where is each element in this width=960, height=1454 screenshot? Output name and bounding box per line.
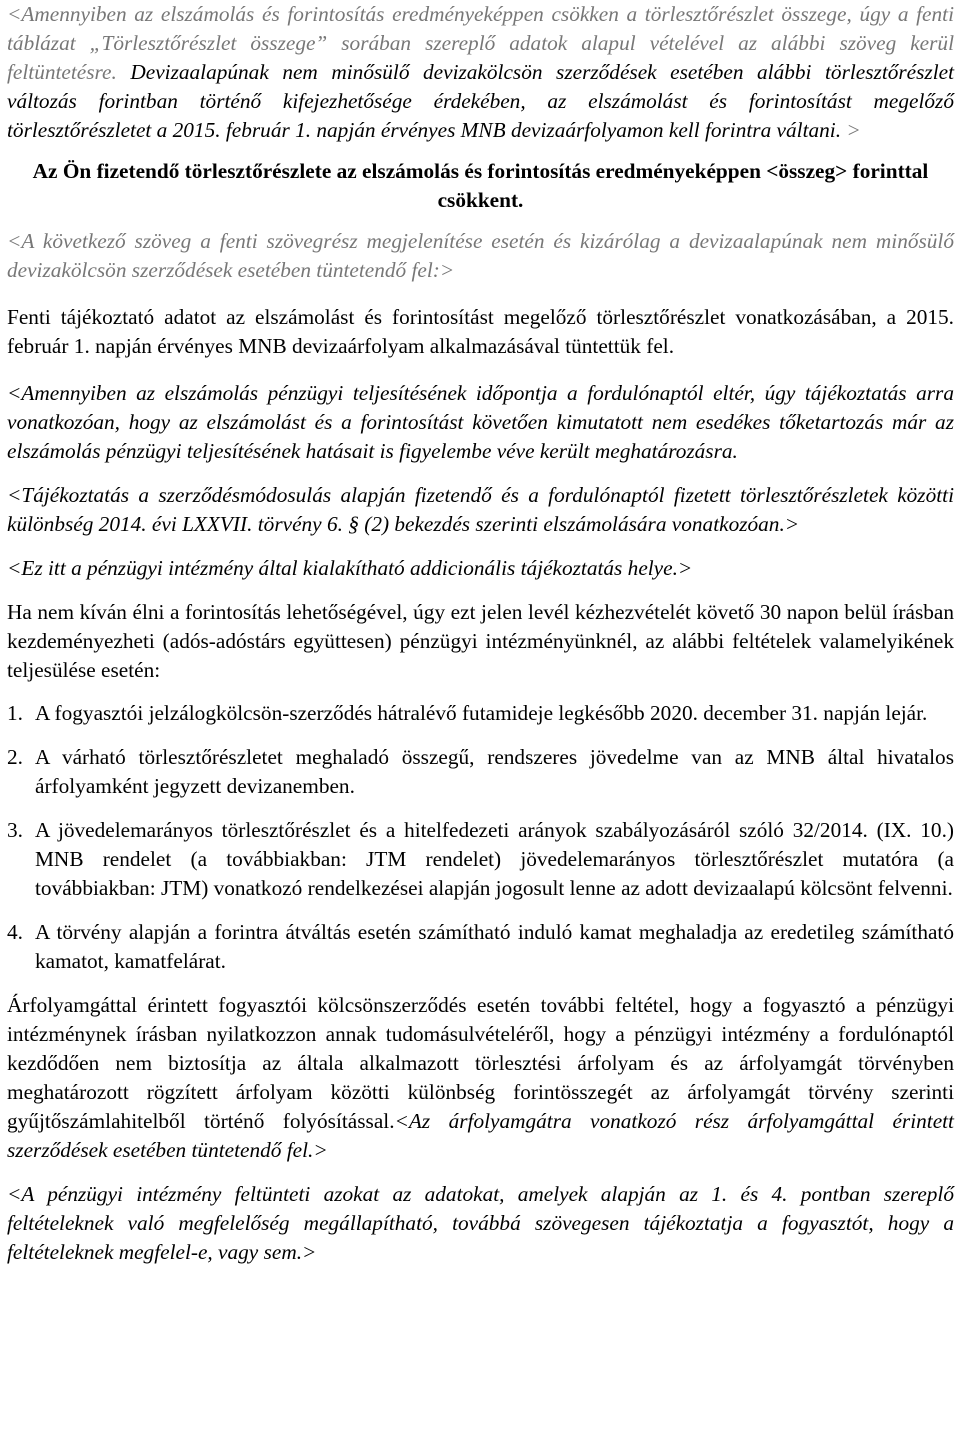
list-item [7, 743, 954, 801]
additional-info-note: <Ez itt a pénzügyi intézmény által kialakítható addicionális tájékoztatás helye.> [7, 556, 693, 580]
list-item [7, 918, 954, 976]
conditions-list [7, 699, 954, 976]
list-item-number: 1. [7, 701, 23, 725]
exchange-barrier-note: <Az árfolyamgátra vonatkozó rész árfolyamgáttal érintett szerződések esetében tüntetendő fel.> [7, 1109, 954, 1162]
list-item [7, 699, 954, 728]
template-note-end: > [841, 118, 861, 142]
list-item-text: A várható törlesztőrészletet meghaladó összegű, rendszeres jövedelme van az MNB által hivatalos árfolyamként jegyzett devizanemben. [35, 745, 954, 798]
template-instruction: <A következő szöveg a fenti szövegrész megjelenítése esetén és kizárólag a devizaalapúnak nem minősülő devizakölcsön szerződések esetében tüntetendő fel:> [7, 229, 954, 282]
list-item-text: A fogyasztói jelzálogkölcsön-szerződés hátralévő futamideje legkésőbb 2020. december 31. napján lejár. [35, 701, 928, 725]
exchange-rate-paragraph: Fenti tájékoztató adatot az elszámolást és forintosítást megelőző törlesztőrészlet vonatkozásában, a 2015. február 1. napján érvényes MNB devizaárfolyam alkalmazásával tüntettük fel. [7, 305, 954, 358]
intro-paragraph [7, 0, 954, 145]
list-item-number: 2. [7, 745, 23, 769]
list-item-text: A törvény alapján a forintra átváltás esetén számítható induló kamat meghaladja az eredetileg számítható kamatot, kamatfelárat. [35, 920, 954, 973]
list-item-number: 4. [7, 920, 23, 944]
eligibility-note: <A pénzügyi intézmény feltünteti azokat az adatokat, amelyek alapján az 1. és 4. pontban szereplő feltételeknek való megfelelőség megállapítható, továbbá szövegesen tájékoztatja a fogyasztót, hogy a feltételeknek megfelel-e, vagy sem.> [7, 1182, 954, 1264]
headline-reduction: Az Ön fizetendő törlesztőrészlete az elszámolás és forintosítás eredményeképpen <összeg> forinttal csökkent. [32, 159, 929, 212]
list-item-number: 3. [7, 818, 23, 842]
exchange-barrier-text: Árfolyamgáttal érintett fogyasztói kölcsönszerződés esetén további feltétel, hogy a fogyasztó a pénzügyi intézménynek írásban nyilatkozzon annak tudomásulvételéről, hogy a pénzügyi intézmény a fordulónaptól kezdődően nem biztosítja az általa alkalmazott törlesztési árfolyam és az árfolyamgát törvényben meghatározott rögzített árfolyam közötti különbség forintösszegét az árfolyamgát törvény szerinti gyűjtőszámlahitelből történő folyósítással. [7, 993, 954, 1133]
conversion-note: Devizaalapúnak nem minősülő devizakölcsön szerződések esetében alábbi törlesztőrészlet változás forintban történő kifejezhetősége érdekében, az elszámolást és forintosítást megelőző törlesztőrészletet a 2015. február 1. napján érvényes MNB devizaárfolyamon kell forintra váltani. [7, 60, 954, 142]
settlement-note: <Amennyiben az elszámolás pénzügyi teljesítésének időpontja a fordulónaptól eltér, úgy tájékoztatás arra vonatkozóan, hogy az elszámolást és a forintosítást követően kimutatott nem esedékes tőketartozás már az elszámolás pénzügyi teljesítésének hatásait is figyelembe véve került meghatározásra. [7, 381, 954, 463]
list-item [7, 816, 954, 903]
list-item-text: A jövedelemarányos törlesztőrészlet és a hitelfedezeti arányok szabályozásáról szóló 32/2014. (IX. 10.) MNB rendelet (a továbbiakban: JTM rendelet) jövedelemarányos törlesztőrészlet mutatóra (a továbbiakban: JTM) vonatkozó rendelkezései alapján jogosult lenne az adott devizaalapú kölcsönt felvenni. [35, 818, 954, 900]
exchange-barrier-paragraph [7, 991, 954, 1165]
template-note: <Amennyiben az elszámolás és forintosítás eredményeképpen csökken a törlesztőrészlet összege, úgy a fenti táblázat „Törlesztőrészlet összege” sorában szereplő adatok alapul vételével az alábbi szöveg kerül feltüntetésre. [7, 2, 954, 84]
opt-out-paragraph: Ha nem kíván élni a forintosítás lehetőségével, úgy ezt jelen levél kézhezvételét követő 30 napon belül írásban kezdeményezheti (adós-adóstárs együttesen) pénzügyi intézményünknél, az alábbi feltételek valamelyikének teljesülése esetén: [7, 600, 954, 682]
difference-note: <Tájékoztatás a szerződésmódosulás alapján fizetendő és a fordulónaptól fizetett törlesztőrészletek közötti különbség 2014. évi LXXVII. törvény 6. § (2) bekezdés szerinti elszámolására vonatkozóan.> [7, 483, 954, 536]
